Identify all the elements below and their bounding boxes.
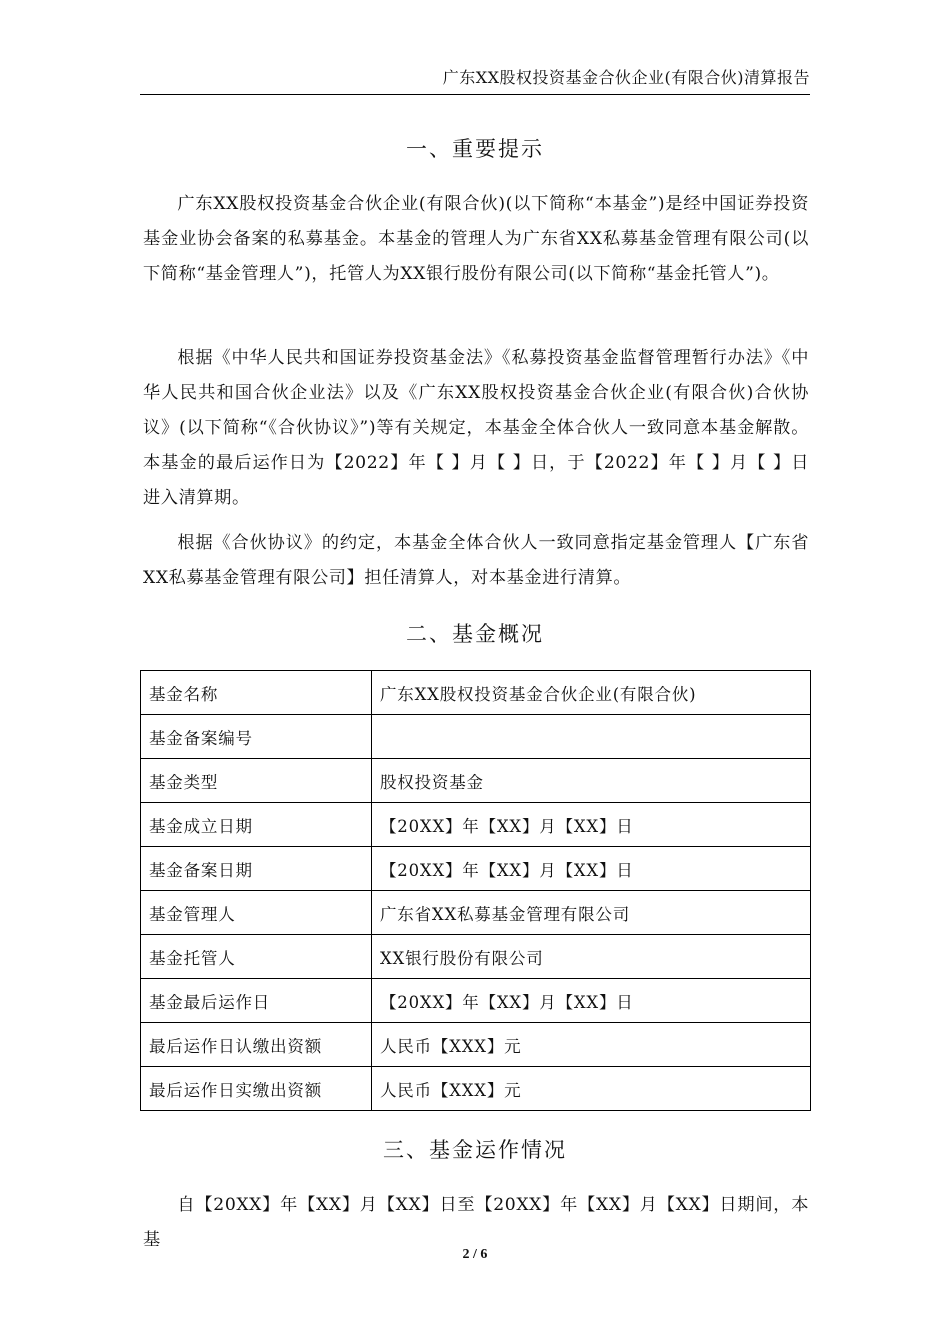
- table-cell-value: 广东省XX私募基金管理有限公司: [372, 891, 811, 935]
- table-cell-label: 最后运作日认缴出资额: [141, 1023, 372, 1067]
- table-cell-value: XX银行股份有限公司: [372, 935, 811, 979]
- table-cell-label: 基金备案日期: [141, 847, 372, 891]
- section-title-important-notice: 一、重要提示: [406, 137, 544, 161]
- table-cell-label: 基金类型: [141, 759, 372, 803]
- table-row: [141, 1023, 811, 1067]
- table-row: [141, 891, 811, 935]
- table-cell-label: 基金管理人: [141, 891, 372, 935]
- table-cell-label: 基金托管人: [141, 935, 372, 979]
- section-title-fund-overview: 二、基金概况: [406, 622, 544, 646]
- table-row: [141, 935, 811, 979]
- table-cell-value: 【20XX】年【XX】月【XX】日: [372, 847, 811, 891]
- table-cell-label: 最后运作日实缴出资额: [141, 1067, 372, 1111]
- table-row: [141, 1067, 811, 1111]
- page-number: 2 / 6: [462, 1247, 488, 1262]
- fund-overview-table: [140, 670, 811, 1111]
- table-cell-label: 基金备案编号: [141, 715, 372, 759]
- page-header: [140, 64, 810, 95]
- paragraph-liquidator: 根据《合伙协议》的约定，本基金全体合伙人一致同意指定基金管理人【广东省XX私募基金管理有限公司】担任清算人，对本基金进行清算。: [143, 533, 809, 588]
- section-title-fund-operation: 三、基金运作情况: [383, 1138, 567, 1162]
- table-row: [141, 671, 811, 715]
- table-cell-value: 人民币【XXX】元: [372, 1023, 811, 1067]
- paragraph-dissolution-basis: 根据《中华人民共和国证券投资基金法》《私募投资基金监督管理暂行办法》《中华人民共和国合伙企业法》以及《广东XX股权投资基金合伙企业(有限合伙)合伙协议》(以下简称“《合伙协议》”)等有关规定，本基金全体合伙人一致同意本基金解散。本基金的最后运作日为【2022】年【 】月【 】日，于【2022】年【 】月【 】日进入清算期。: [143, 348, 809, 508]
- table-cell-value: 【20XX】年【XX】月【XX】日: [372, 803, 811, 847]
- table-row: [141, 847, 811, 891]
- header-title: 广东XX股权投资基金合伙企业(有限合伙)清算报告: [442, 68, 810, 87]
- paragraph-operation-period: 自【20XX】年【XX】月【XX】日至【20XX】年【XX】月【XX】日期间，本基: [143, 1195, 809, 1250]
- paragraph-fund-intro: 广东XX股权投资基金合伙企业(有限合伙)(以下简称“本基金”)是经中国证券投资基金业协会备案的私募基金。本基金的管理人为广东省XX私募基金管理有限公司(以下简称“基金管理人”)，托管人为XX银行股份有限公司(以下简称“基金托管人”)。: [143, 194, 809, 284]
- table-cell-value: 广东XX股权投资基金合伙企业(有限合伙): [372, 671, 811, 715]
- table-cell-value: 人民币【XXX】元: [372, 1067, 811, 1111]
- table-cell-label: 基金名称: [141, 671, 372, 715]
- table-cell-label: 基金成立日期: [141, 803, 372, 847]
- table-cell-value: 股权投资基金: [372, 759, 811, 803]
- table-row: [141, 759, 811, 803]
- table-cell-label: 基金最后运作日: [141, 979, 372, 1023]
- table-cell-value: [372, 715, 811, 759]
- table-row: [141, 715, 811, 759]
- table-row: [141, 803, 811, 847]
- table-row: [141, 979, 811, 1023]
- table-cell-value: 【20XX】年【XX】月【XX】日: [372, 979, 811, 1023]
